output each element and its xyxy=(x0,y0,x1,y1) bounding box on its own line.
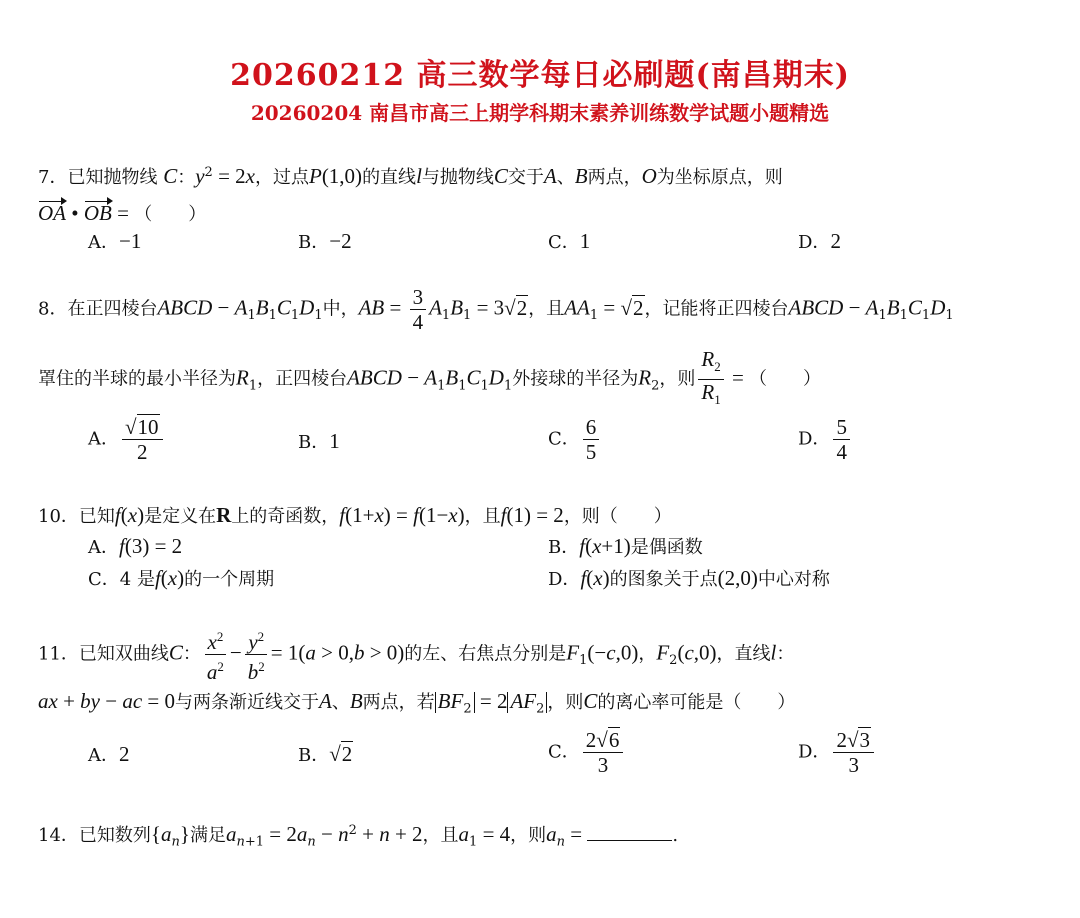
q8-option-d: D． $\frac{5}{4}$ xyxy=(798,415,853,464)
q7-option-a: A．−1 xyxy=(88,229,142,253)
q7-option-b: B．−2 xyxy=(298,229,352,253)
q8-option-a: A． $\frac{√10}{2}$ xyxy=(88,415,166,464)
page-subtitle: 20260204 南昌市高三上期学科期末素养训练数学试题小题精选 xyxy=(250,101,830,125)
page-title: 20260212 高三数学每日必刷题(南昌期末) xyxy=(230,58,850,93)
q10-option-a: A．f(3) = 2 xyxy=(88,534,183,558)
question-11: 11．已知双曲线C： $\frac{x^2}{a^2}$ − $\frac{y^2}{b^2}$ = 1(a > 0,b > 0)的左、右焦点分别是$F_1(-c,0)$，$F_2(c,0)$，直线l： xyxy=(38,625,1048,684)
question-11-line2: ax + by − ac = 0与两条渐近线交于A、B两点，若 $BF_2 = 2$ $AF_2$ ，则C的离心率可能是（ ） xyxy=(38,689,796,717)
q11-option-d: D． $\frac{2√3}{3}$ xyxy=(798,728,877,777)
question-7-line2: OA • OB = （ ） xyxy=(38,201,207,225)
q10-option-b: B．f(x+1)是偶函数 xyxy=(548,534,703,558)
q8-option-b: B．1 xyxy=(298,429,340,453)
question-14: 14．已知数列$\{a_n\}$满足$a_{n+1} = 2a_n - n^2 + n + 2$，且$a_1 = 4$，则$a_n$ = . xyxy=(38,822,679,850)
q8-option-c: C． $\frac{6}{5}$ xyxy=(548,415,602,464)
question-7: 7．已知抛物线 C：$y^2 = 2x$，过点P(1,0)的直线l与抛物线C交于A、B两点，O为坐标原点，则 xyxy=(38,164,783,188)
question-10: 10．已知f(x)是定义在R上的奇函数，f(1+x) = f(1−x)，且f(1) = 2，则（ ） xyxy=(38,503,672,527)
q7-option-d: D．2 xyxy=(798,229,841,253)
q11-option-a: A．2 xyxy=(88,742,130,766)
question-8-line2: 罩住的半球的最小半径为$R_1$，正四棱台ABCD − $A_1B_1C_1D_1$外接球的半径为$R_2$，则 $\frac{R_2}{R_1}$ = （ ） xyxy=(38,347,822,408)
question-8: 8．在正四棱台ABCD − $A_1B_1C_1D_1$中，AB = $\frac{3}{4}$ $A_1B_1 = 3√2$，且$AA_1 = √2$，记能将正四棱台ABCD − $A_1B_1C_1D_1$ xyxy=(38,285,954,334)
q10-option-d: D．f(x)的图象关于点(2,0)中心对称 xyxy=(548,566,830,590)
q10-option-c: C．4 是f(x)的一个周期 xyxy=(88,566,275,590)
q11-option-b: B．√2 xyxy=(298,742,353,766)
q7-option-c: C．1 xyxy=(548,229,591,253)
q11-option-c: C． $\frac{2√6}{3}$ xyxy=(548,728,626,777)
answer-blank[interactable] xyxy=(587,822,672,841)
